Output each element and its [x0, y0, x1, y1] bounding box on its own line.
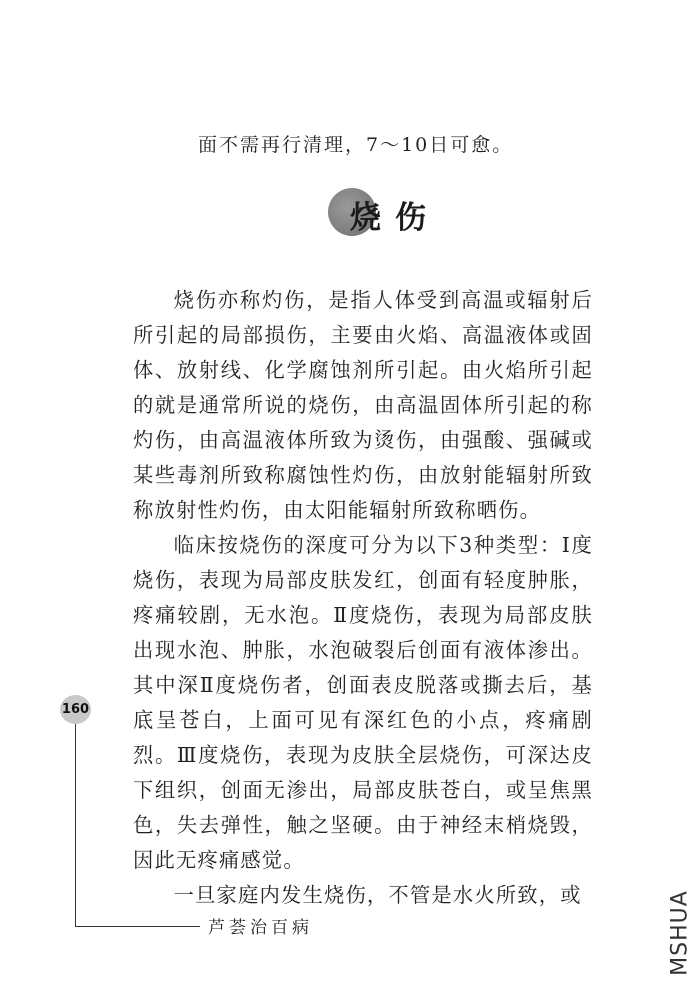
- section-heading: [328, 188, 448, 252]
- body-text: [133, 283, 593, 913]
- intro-line: 面不需再行清理，7～10日可愈。: [198, 134, 514, 156]
- book-title: 芦荟治百病: [208, 918, 313, 938]
- watermark: [666, 874, 694, 992]
- paragraph: 临床按烧伤的深度可分为以下3种类型：Ⅰ度烧伤，表现为局部皮肤发红，创面有轻度肿胀，疼痛较剧，无水泡。Ⅱ度烧伤，表现为局部皮肤出现水泡、肿胀，水泡破裂后创面有液体渗出。其中深Ⅱ度烧伤者，创面表皮脱落或撕去后，基底呈苍白，上面可见有深红色的小点，疼痛剧烈。Ⅲ度烧伤，表现为皮肤全层烧伤，可深达皮下组织，创面无渗出，局部皮肤苍白，或呈焦黑色，失去弹性，触之坚硬。由于神经末梢烧毁，因此无疼痛感觉。: [133, 533, 593, 872]
- side-rule: [75, 724, 76, 927]
- page-number: 160: [60, 695, 91, 724]
- section-title: 烧伤: [350, 200, 440, 236]
- paragraph: 一旦家庭内发生烧伤，不管是水火所致，或: [173, 883, 582, 907]
- bottom-rule: [75, 926, 200, 927]
- paragraph: 烧伤亦称灼伤，是指人体受到高温或辐射后所引起的局部损伤，主要由火焰、高温液体或固体、放射线、化学腐蚀剂所引起。由火焰所引起的就是通常所说的烧伤，由高温固体所引起的称灼伤，由高温液体所致为烫伤，由强酸、强碱或某些毒剂所致称腐蚀性灼伤，由放射能辐射所致称放射性灼伤，由太阳能辐射所致称晒伤。: [133, 288, 593, 522]
- watermark-text: MSHUA: [667, 890, 693, 976]
